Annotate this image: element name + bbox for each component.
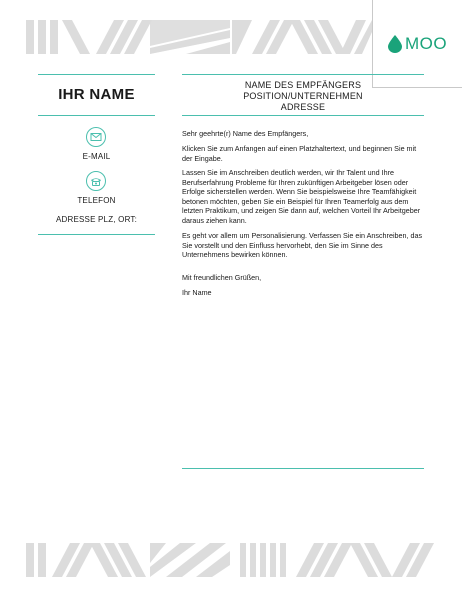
phone-label: TELEFON [77, 196, 116, 205]
name-top-rule [38, 74, 155, 75]
contact-bottom-rule [38, 234, 155, 235]
paragraph-personalization: Es geht vor allem um Personalisierung. Verfassen Sie ein Anschreiben, das Sie vorstellt und den Einfluss hervorhebt, den Sie im Sinne des Unternehmens bewirken können. [182, 231, 423, 260]
sender-name: IHR NAME [58, 86, 135, 103]
bottom-decorative-pattern [0, 543, 462, 577]
recipient-address: ADRESSE [280, 102, 326, 112]
footer-rule [182, 468, 424, 469]
logo-text: MOO [405, 34, 448, 53]
closing: Mit freundlichen Grüßen, [182, 273, 262, 282]
recipient-bottom-rule [182, 115, 424, 116]
email-label: E-MAIL [82, 152, 111, 161]
salutation: Sehr geehrte(r) Name des Empfängers, [182, 129, 309, 138]
recipient-name: NAME DES EMPFÄNGERS [244, 80, 362, 90]
signature: Ihr Name [182, 288, 212, 297]
recipient-position: POSITION/UNTERNEHMEN [243, 91, 363, 101]
drop-logo-icon [388, 35, 402, 53]
address-label: ADRESSE PLZ, ORT: [55, 215, 138, 224]
recipient-top-rule [182, 74, 424, 75]
phone-icon [86, 171, 106, 191]
email-icon [86, 127, 106, 147]
paragraph-intro: Klicken Sie zum Anfangen auf einen Platzhaltertext, und beginnen Sie mit der Eingabe. [182, 144, 417, 163]
paragraph-body: Lassen Sie im Anschreiben deutlich werden, wir Ihr Talent und Ihre Berufserfahrung Probleme für Ihren zukünftigen Arbeitgeber lösen oder Erfolge sicherstellen werden. Wenn Sie beispielsweise Ihre Teamfähigkeit betonen möchten, geben Sie ein Beispiel für Ihren Teamerfolg aus dem letzten Praktikum, und zeigen Sie dann auf, welchen Vorteil Ihr Arbeitgeber daraus ziehen kann. [182, 168, 421, 225]
name-bottom-rule [38, 115, 155, 116]
